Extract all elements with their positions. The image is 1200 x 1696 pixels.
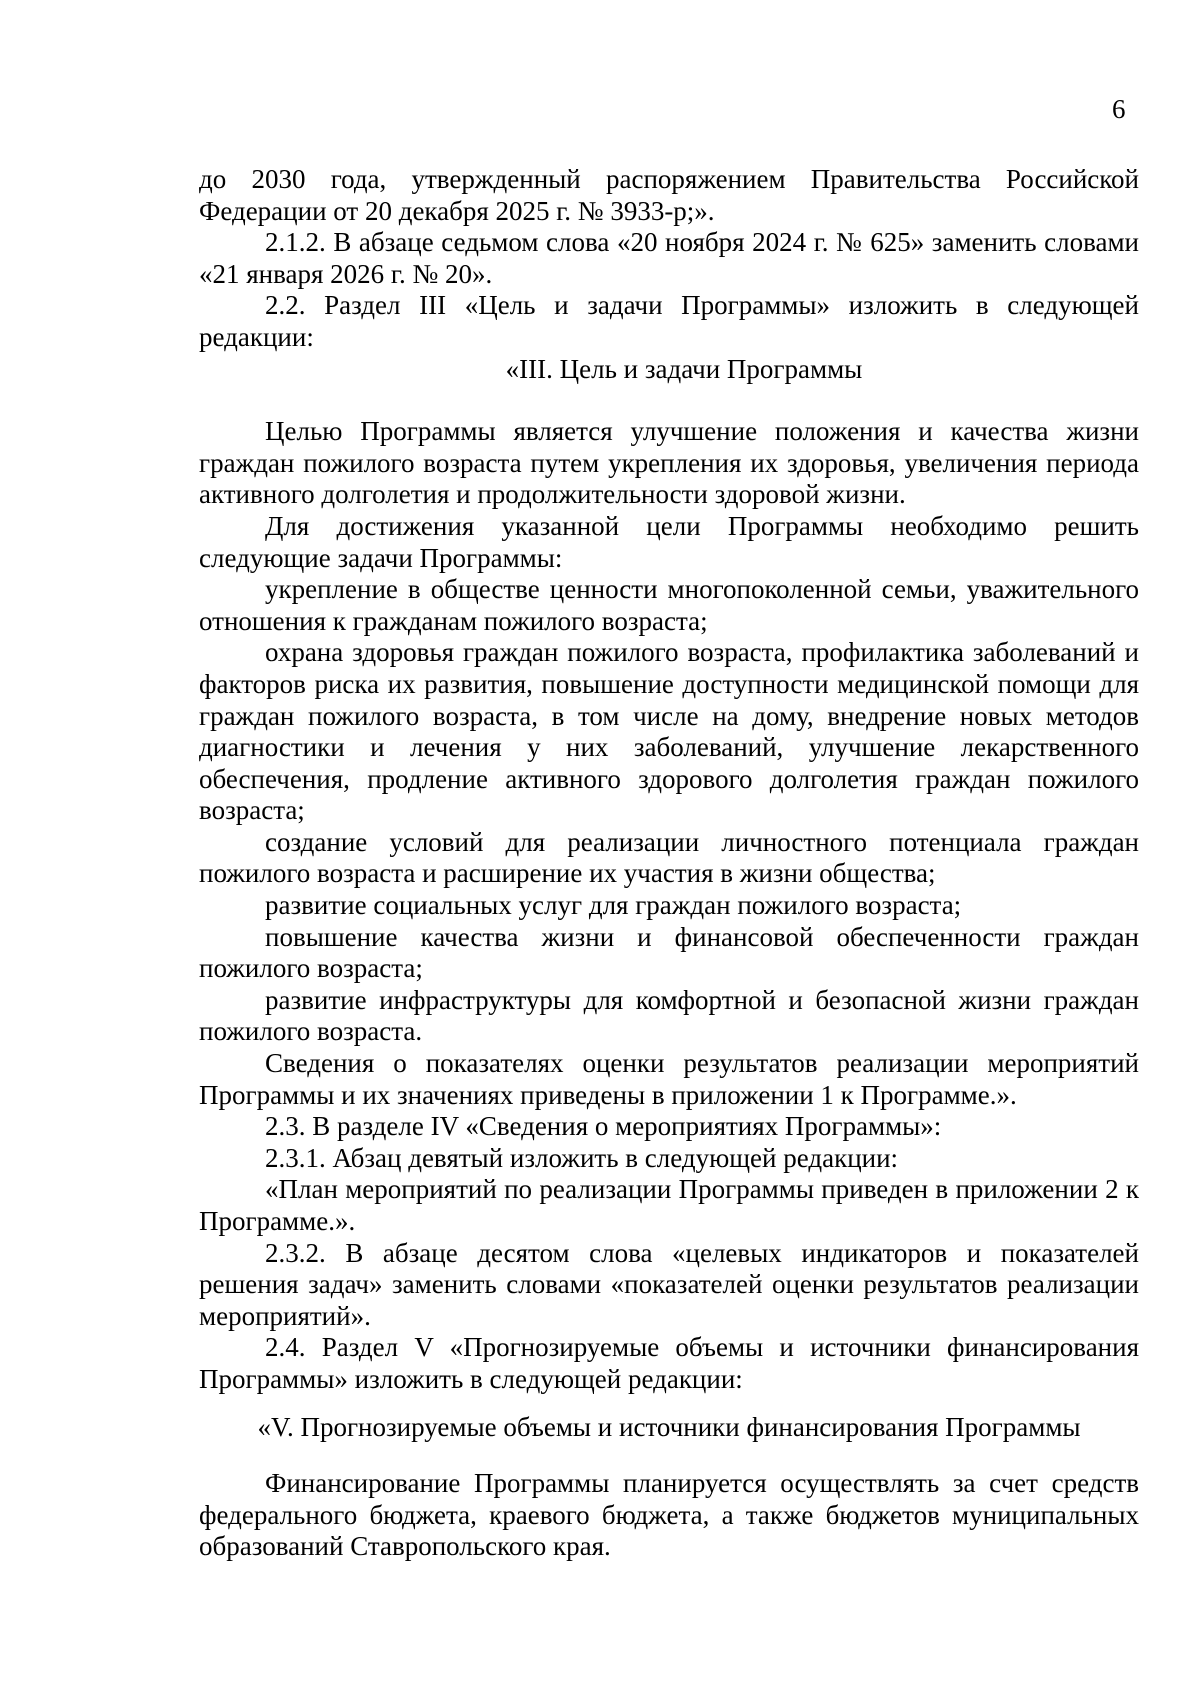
paragraph-indicators: Сведения о показателях оценки результатов реализации мероприятий Программы и их значениях приведены в приложении 1 к Программе.». [199, 1048, 1139, 1110]
paragraph-task-health: охрана здоровья граждан пожилого возраста, профилактика заболеваний и факторов риска их развития, повышение доступности медицинской помощи для граждан пожилого возраста, в том числе на дому, внедрение новых методов диагностики и лечения у них заболеваний, улучшение лекарственного обеспечения, продление активного здорового долголетия граждан пожилого возраста; [199, 637, 1139, 826]
page-number: 6 [1112, 94, 1126, 124]
section-3-title: «III. Цель и задачи Программы [505, 353, 863, 384]
section-5-title: «V. Прогнозируемые объемы и источники финансирования Программы [257, 1411, 1081, 1442]
paragraph-2-3: 2.3. В разделе IV «Сведения о мероприятиях Программы»: [265, 1111, 942, 1142]
paragraph-task-family: укрепление в обществе ценности многопоколенной семьи, уважительного отношения к гражданам пожилого возраста; [199, 574, 1139, 636]
paragraph-continuation: до 2030 года, утвержденный распоряжением Правительства Российской Федерации от 20 декабря 2025 г. № 3933-р;». [199, 164, 1139, 226]
paragraph-goal: Целью Программы является улучшение положения и качества жизни граждан пожилого возраста путем укрепления их здоровья, увеличения периода активного долголетия и продолжительности здоровой жизни. [199, 416, 1139, 510]
paragraph-tasks-intro: Для достижения указанной цели Программы необходимо решить следующие задачи Программы: [199, 510, 1139, 573]
paragraph-task-potential: создание условий для реализации личностного потенциала граждан пожилого возраста и расширение их участия в жизни общества; [199, 826, 1139, 889]
paragraph-task-social-services: развитие социальных услуг для граждан пожилого возраста; [265, 890, 962, 921]
paragraph-financing: Финансирование Программы планируется осуществлять за счет средств федерального бюджета, краевого бюджета, а также бюджетов муниципальных образований Ставропольского края. [199, 1468, 1139, 1562]
document-body [199, 164, 1139, 1563]
paragraph-2-2: 2.2. Раздел III «Цель и задачи Программы» изложить в следующей редакции: [199, 290, 1139, 352]
paragraph-task-quality: повышение качества жизни и финансовой обеспеченности граждан пожилого возраста; [199, 921, 1139, 984]
paragraph-plan: «План мероприятий по реализации Программы приведен в приложении 2 к Программе.». [199, 1174, 1139, 1236]
paragraph-2-3-2: 2.3.2. В абзаце десятом слова «целевых индикаторов и показателей решения задач» заменить словами «показателей оценки результатов реализации мероприятий». [199, 1237, 1139, 1331]
paragraph-2-1-2: 2.1.2. В абзаце седьмом слова «20 ноября 2024 г. № 625» заменить словами «21 января 2026 г. № 20». [199, 227, 1139, 289]
paragraph-task-infrastructure: развитие инфраструктуры для комфортной и безопасной жизни граждан пожилого возраста. [199, 984, 1139, 1047]
paragraph-2-3-1: 2.3.1. Абзац девятый изложить в следующей редакции: [265, 1142, 899, 1173]
paragraph-2-4: 2.4. Раздел V «Прогнозируемые объемы и источники финансирования Программы» изложить в следующей редакции: [199, 1332, 1139, 1394]
